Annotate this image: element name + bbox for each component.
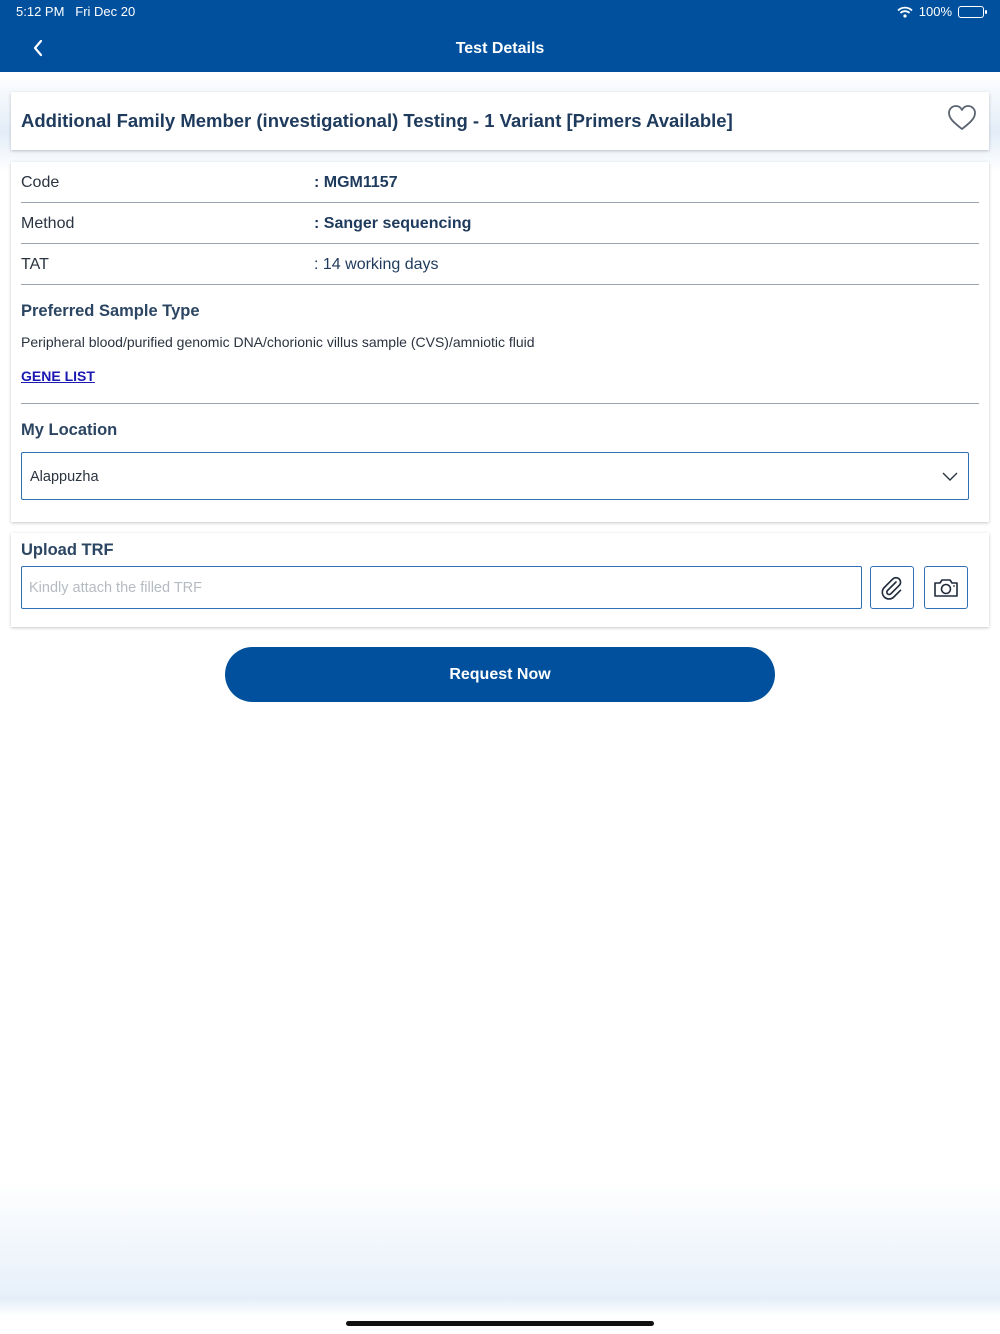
page-title: Test Details	[455, 40, 545, 57]
code-row	[21, 162, 979, 203]
battery-icon	[958, 6, 984, 18]
status-right	[897, 4, 984, 19]
location-value: Alappuzha	[30, 469, 99, 485]
request-now-button[interactable]: Request Now	[225, 647, 775, 702]
method-label: Method	[21, 215, 75, 232]
trf-file-field[interactable]: Kindly attach the filled TRF	[21, 566, 862, 609]
test-details-card	[11, 162, 989, 522]
code-label: Code	[21, 174, 60, 191]
camera-icon	[932, 576, 960, 600]
test-title-card	[11, 92, 989, 150]
upload-trf-card	[11, 533, 989, 627]
upload-heading: Upload TRF	[21, 541, 114, 559]
tat-value: : 14 working days	[314, 256, 439, 273]
sample-type-text: Peripheral blood/purified genomic DNA/chorionic villus sample (CVS)/amniotic fluid	[21, 334, 535, 350]
method-value: : Sanger sequencing	[314, 215, 472, 232]
camera-button[interactable]	[924, 566, 968, 609]
chevron-down-icon	[942, 470, 958, 482]
battery-percent: 100%	[918, 4, 952, 19]
status-time	[16, 4, 135, 19]
location-select[interactable]	[21, 452, 969, 500]
attach-button[interactable]	[870, 566, 914, 609]
gene-list-link[interactable]: GENE LIST	[21, 368, 95, 384]
status-date: Fri Dec 20	[75, 4, 136, 19]
app-header	[0, 0, 1000, 72]
heart-icon[interactable]	[947, 103, 977, 133]
status-clock: 5:12 PM	[16, 4, 65, 19]
test-title: Additional Family Member (investigational) Testing - 1 Variant [Primers Available]	[21, 110, 733, 131]
code-value: : MGM1157	[314, 174, 398, 191]
method-row	[21, 203, 979, 244]
sample-type-heading: Preferred Sample Type	[21, 302, 200, 320]
tat-row	[21, 244, 979, 285]
wifi-icon	[897, 6, 913, 18]
location-heading: My Location	[21, 421, 118, 439]
paperclip-icon	[879, 575, 905, 601]
home-indicator	[346, 1321, 654, 1326]
tat-label: TAT	[21, 256, 49, 273]
divider	[21, 403, 979, 404]
